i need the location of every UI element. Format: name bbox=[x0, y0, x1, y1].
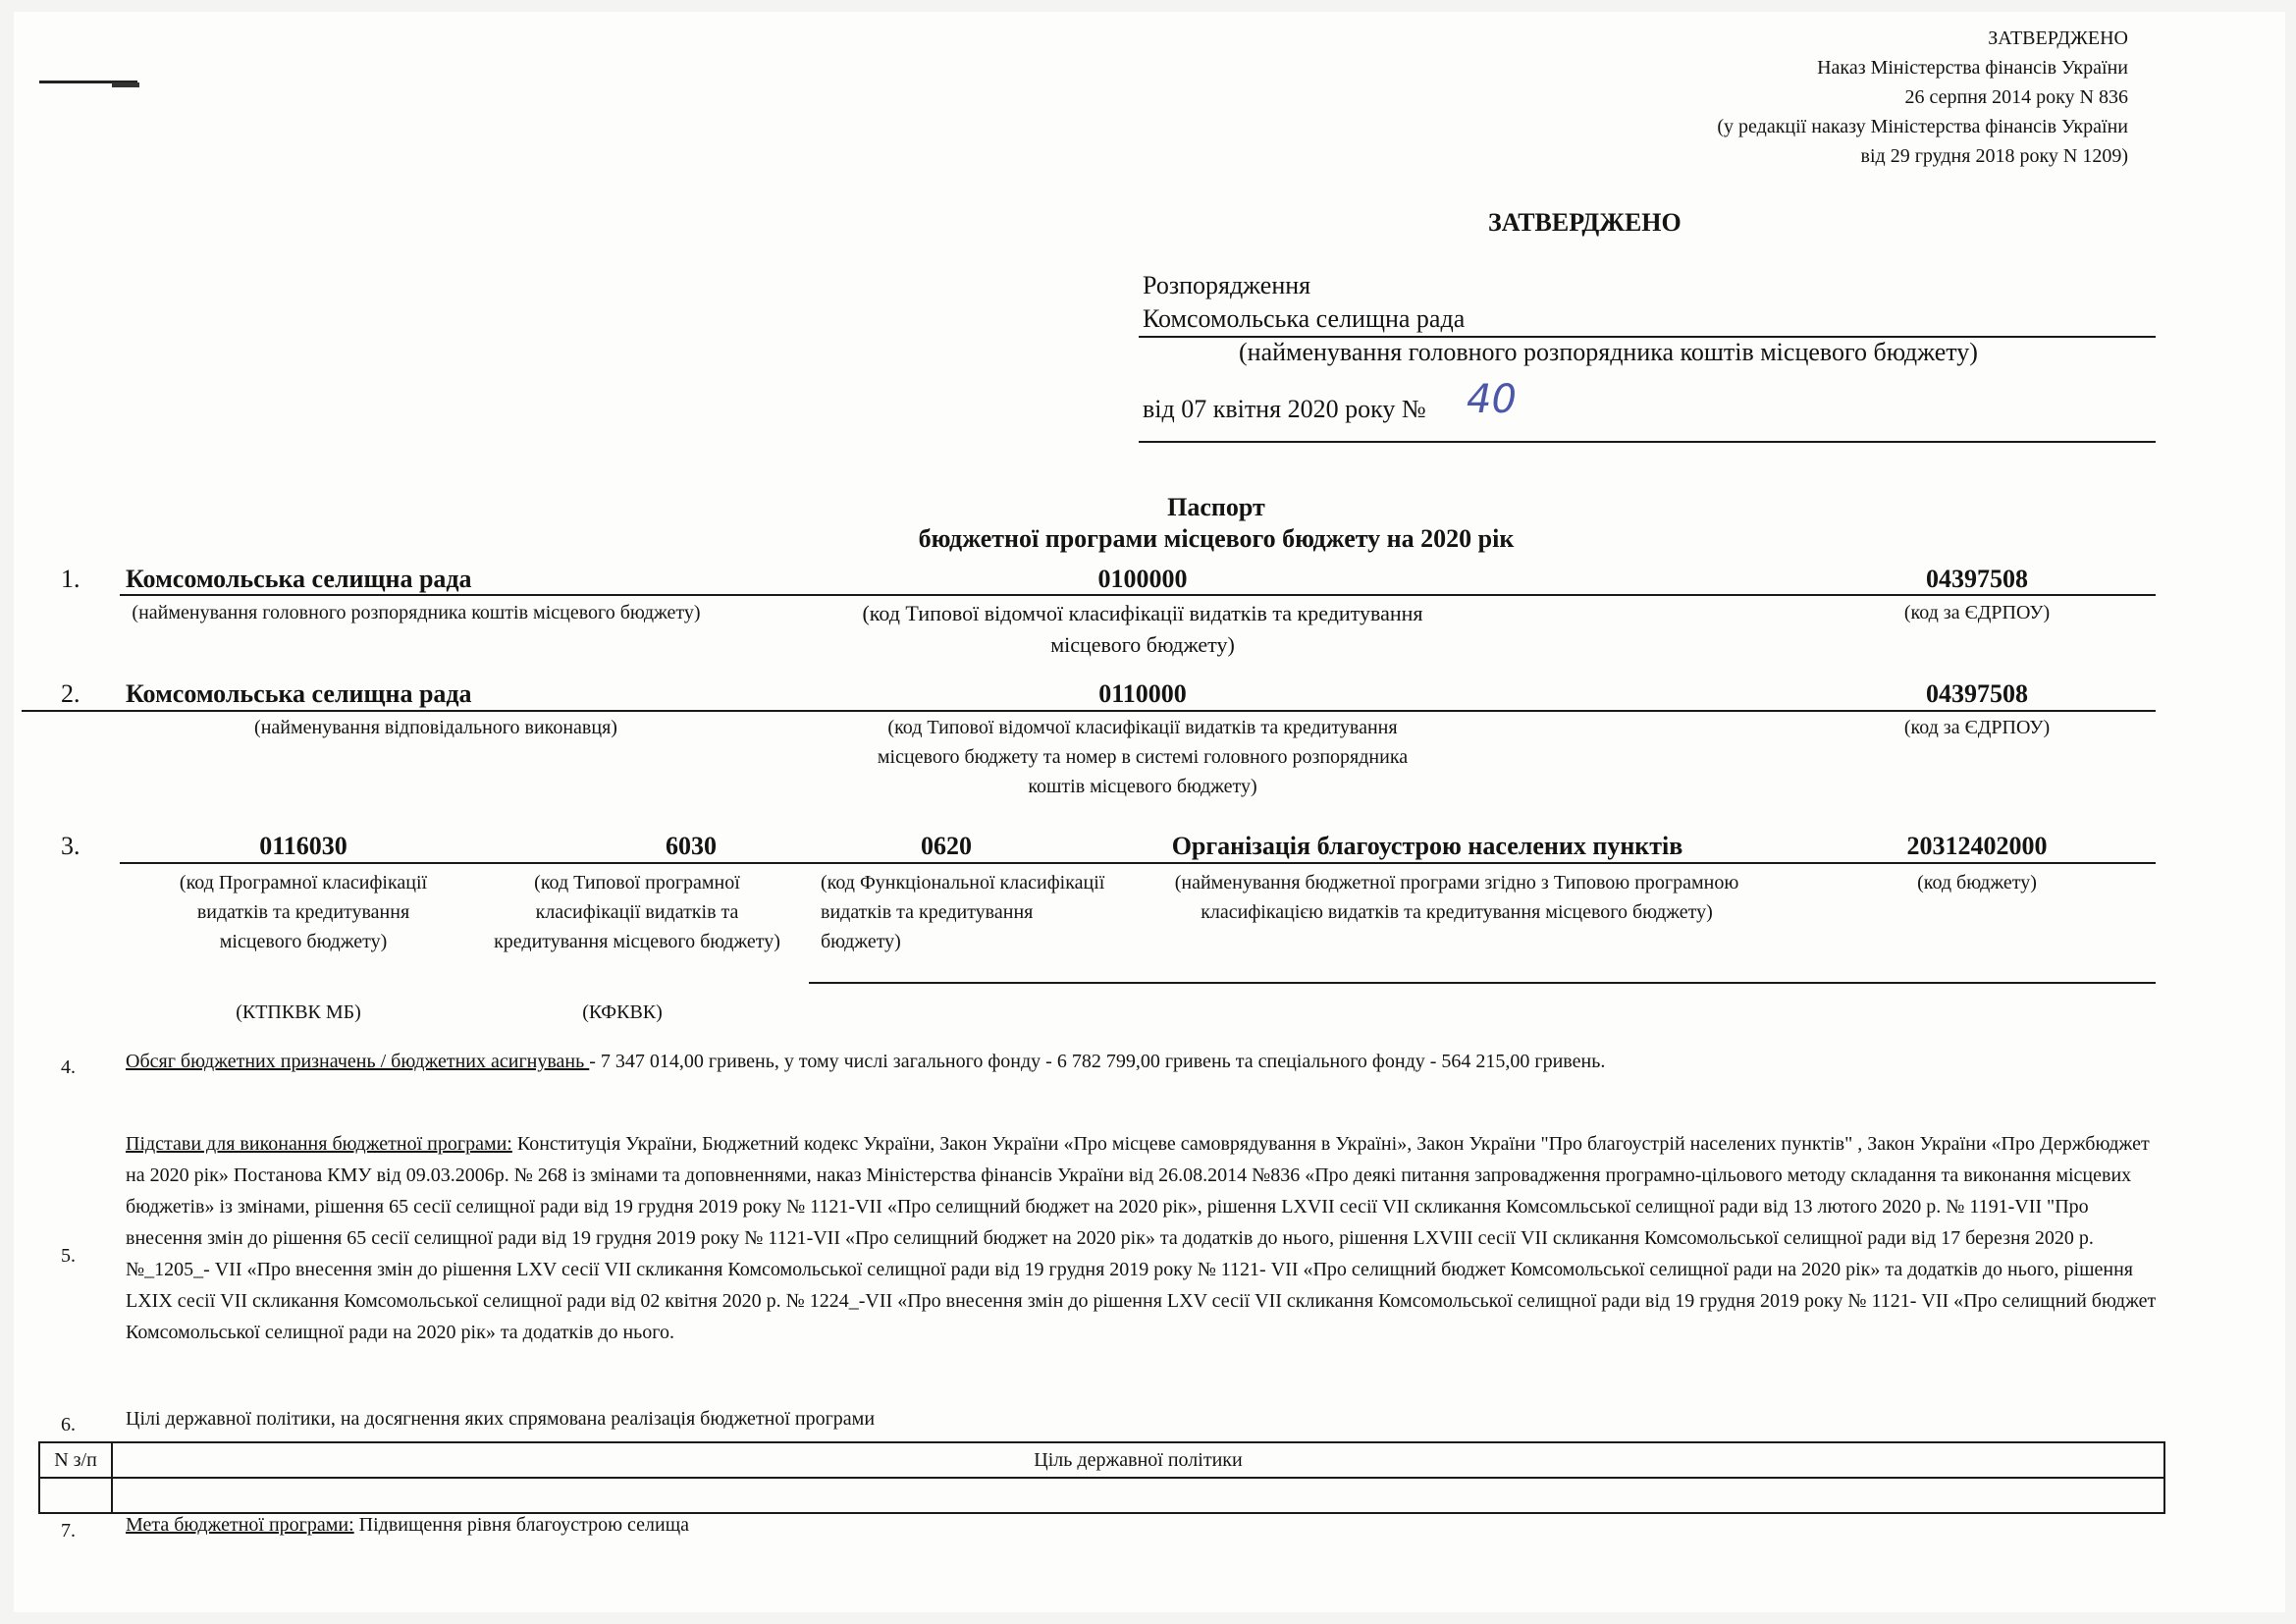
row1-edrpou: 04397508 bbox=[1926, 565, 2028, 593]
row3-caption-program: видатків та кредитування bbox=[196, 901, 410, 923]
section6-number: 6. bbox=[61, 1414, 76, 1435]
section5-label: Підстави для виконання бюджетної програми: bbox=[126, 1133, 512, 1155]
section7-label: Мета бюджетної програми: bbox=[126, 1514, 354, 1536]
row3-caption-typical: (код Типової програмної bbox=[534, 872, 740, 893]
row3-caption-program-name: (найменування бюджетної програми згідно з Типовою програмною bbox=[1174, 872, 1739, 893]
row3-caption-program: (код Програмної класифікації bbox=[179, 872, 428, 893]
row2-code-caption: місцевого бюджету та номер в системі головного розпорядника bbox=[877, 746, 1409, 768]
section7-number: 7. bbox=[61, 1520, 76, 1542]
row2-code-caption: (код Типової відомчої класифікації видатків та кредитування bbox=[887, 717, 1398, 738]
approval-org-caption: (найменування головного розпорядника коштів місцевого бюджету) bbox=[1239, 338, 1978, 366]
row3-program-name: Організація благоустрою населених пунктів bbox=[1171, 832, 1683, 860]
section4-number: 4. bbox=[61, 1056, 76, 1078]
row2-name: Комсомольська селищна рада bbox=[126, 679, 472, 708]
row3-caption-functional: видатків та кредитування bbox=[821, 901, 1034, 923]
row3-caption-functional: (код Функціональної класифікації bbox=[821, 872, 1105, 893]
section4-label: Обсяг бюджетних призначень / бюджетних асигнувань bbox=[126, 1051, 590, 1072]
approval-header-line: (у редакції наказу Міністерства фінансів України bbox=[1717, 116, 2128, 137]
row2-number: 2. bbox=[61, 679, 80, 708]
section4-text bbox=[126, 1047, 1605, 1076]
approval-header-line: Наказ Міністерства фінансів України bbox=[1817, 57, 2128, 79]
passport-subtitle: бюджетної програми місцевого бюджету на 2020 рік bbox=[918, 524, 1515, 553]
row2-name-caption: (найменування відповідального виконавця) bbox=[254, 717, 617, 738]
passport-title: Паспорт bbox=[1167, 493, 1265, 521]
handwritten-number: 40 bbox=[1467, 377, 1517, 422]
row1-name-caption: (найменування головного розпорядника коштів місцевого бюджету) bbox=[132, 602, 701, 623]
row1-edrpou-caption: (код за ЄДРПОУ) bbox=[1903, 602, 2051, 623]
table-cell bbox=[39, 1478, 112, 1513]
row2-edrpou: 04397508 bbox=[1926, 679, 2028, 708]
row1-code: 0100000 bbox=[1097, 565, 1188, 593]
row3-caption-program: місцевого бюджету) bbox=[219, 931, 388, 952]
row3-abbr-kfkvk: (КФКВК) bbox=[582, 1001, 663, 1023]
row3-caption-budget: (код бюджету) bbox=[1917, 872, 2037, 893]
row3-number: 3. bbox=[61, 832, 80, 860]
row3-caption-program-name: класифікацією видатків та кредитування місцевого бюджету) bbox=[1201, 901, 1713, 923]
approval-block-title: ЗАТВЕРДЖЕНО bbox=[1488, 208, 1682, 237]
row3-typical-code: 6030 bbox=[666, 832, 717, 860]
row1-code-caption: (код Типової відомчої класифікації видатків та кредитування bbox=[862, 601, 1423, 625]
approval-date: від 07 квітня 2020 року № bbox=[1143, 395, 1426, 423]
row1-code-caption: місцевого бюджету) bbox=[1050, 632, 1235, 657]
table-cell bbox=[112, 1478, 2164, 1513]
row2-edrpou-caption: (код за ЄДРПОУ) bbox=[1903, 717, 2051, 738]
section4-value: - 7 347 014,00 гривень, у тому числі загального фонду - 6 782 799,00 гривень та спеціального фонду - 564 215,00 гривень. bbox=[589, 1051, 1606, 1072]
row2-code: 0110000 bbox=[1098, 679, 1187, 708]
row3-caption-typical: кредитування місцевого бюджету) bbox=[494, 931, 780, 952]
row3-budget-code: 20312402000 bbox=[1906, 832, 2048, 860]
row3-functional-code: 0620 bbox=[921, 832, 972, 860]
row3-caption-typical: класифікації видатків та bbox=[535, 901, 739, 923]
approval-header-line: 26 серпня 2014 року N 836 bbox=[1904, 86, 2128, 108]
row3-abbr-ktpkvk: (КТПКВК МБ) bbox=[236, 1001, 361, 1023]
policy-goals-table bbox=[38, 1441, 2165, 1514]
scan-mark bbox=[112, 82, 139, 87]
section5-text: Конституція України, Бюджетний кодекс України, Закон України «Про місцеве самоврядування в Україні», Закон України "Про благоустрій населених пунктів" , Закон України «Про Держбюджет на 2020 рік» Постанова КМУ від 09.03.2006р. № 268 із змінами та доповненнями, наказ Міністерства фінансів України від 26.08.2014 №836 «Про деякі питання запровадження програмно-цільового методу складання та виконання місцевих бюджетів» із змінами, рішення 65 сесії селищної ради від 19 грудня 2019 року № 1121-VII «Про селищний бюджет на 2020 рік», рішення LXVII сесії VII скликання Комсомльської селищної ради від 13 лютого 2020 р. № 1191-VII "Про внесення змін до рішення 65 сесії селищної ради від 19 грудня 2019 року № 1121-VII «Про селищний бюджет на 2020 рік» та додатків до нього, рішення LXVIII сесії VII скликання Комсомольської селищної ради від 17 березня 2020 р. №_1205_- VII «Про внесення змін до рішення LXV сесії VII скликання Комсомольської селищної ради від 19 грудня 2019 року № 1121- VII «Про селищний бюджет Комсомольської селищної ради на 2020 рік» та додатків до нього, рішення LXIX сесії VII скликання Комсомольської селищної ради від 02 квітня 2020 р. № 1224_-VII «Про внесення змін до рішення LXV сесії VII скликання Комсомольської селищної ради від 19 грудня 2019 року № 1121- VII «Про селищний бюджет Комсомольської селищної ради на 2020 рік» та додатків до нього. bbox=[126, 1133, 2157, 1343]
section7-text bbox=[126, 1510, 689, 1540]
section7-value: Підвищення рівня благоустрою селища bbox=[353, 1514, 690, 1536]
row3-caption-functional: бюджету) bbox=[821, 931, 901, 952]
approval-header-line: від 29 грудня 2018 року N 1209) bbox=[1860, 145, 2128, 167]
row2-code-caption: коштів місцевого бюджету) bbox=[1028, 776, 1257, 797]
row3-program-code: 0116030 bbox=[259, 832, 347, 860]
section5-paragraph bbox=[126, 1128, 2158, 1348]
approval-org: Комсомольська селищна рада bbox=[1143, 304, 1466, 333]
approval-doc-type: Розпорядження bbox=[1143, 271, 1311, 299]
table-header-goal: Ціль державної політики bbox=[112, 1442, 2164, 1478]
document-page bbox=[14, 12, 2285, 1612]
row1-number: 1. bbox=[61, 565, 80, 593]
table-header-number: N з/п bbox=[39, 1442, 112, 1478]
section6-text: Цілі державної політики, на досягнення яких спрямована реалізація бюджетної програми bbox=[126, 1408, 876, 1430]
row1-name: Комсомольська селищна рада bbox=[126, 565, 472, 593]
section5-number: 5. bbox=[61, 1245, 76, 1267]
approval-header-title: ЗАТВЕРДЖЕНО bbox=[1988, 27, 2128, 49]
